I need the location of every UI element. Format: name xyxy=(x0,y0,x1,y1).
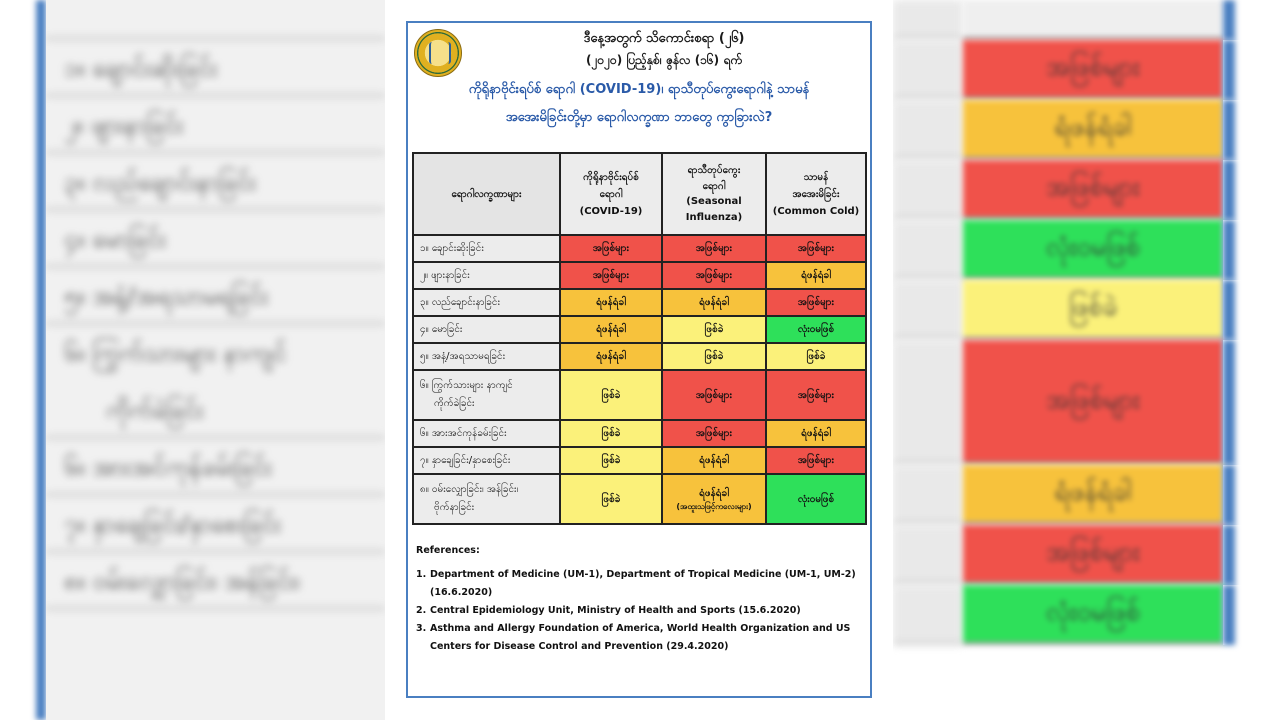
column-header-flu: ရာသီတုပ်ကွေး ရောဂါ (Seasonal Influenza) xyxy=(662,153,766,235)
covid-cell: ဖြစ်ခဲ xyxy=(560,474,662,524)
flu-cell: အဖြစ်များ xyxy=(662,262,766,289)
page-title-line-2: အအေးမိခြင်းတို့မှာ ရောဂါလက္ခဏာ ဘာတွေ ကွာခြားလဲ? xyxy=(505,110,773,125)
cold-cell: လုံးဝမဖြစ် xyxy=(766,474,866,524)
blur-row: ဖြစ်ခဲ xyxy=(893,280,1280,340)
reference-item: 2. Central Epidemiology Unit, Ministry of Health and Sports (15.6.2020) xyxy=(416,605,801,616)
reference-item: 3. Asthma and Allergy Foundation of America, World Health Organization and US Centers for Disease Control and Prevention (29.4.2020) xyxy=(416,623,851,652)
reference-item: 1. Department of Medicine (UM-1), Department of Tropical Medicine (UM-1, UM-2) (16.6.2020) xyxy=(416,569,856,598)
symptom-cell: ၃။ လည်ချောင်းနာခြင်း xyxy=(413,289,560,316)
ministry-logo xyxy=(414,29,462,77)
flu-cell: ရံဖန်ရံခါ xyxy=(662,289,766,316)
covid-cell: အဖြစ်များ xyxy=(560,262,662,289)
symptom-cell: ၂။ ဖျားနာခြင်း xyxy=(413,262,560,289)
covid-cell: ရံဖန်ရံခါ xyxy=(560,316,662,343)
flu-cell: ရံဖန်ရံခါ xyxy=(662,447,766,474)
table-row xyxy=(413,343,866,370)
caduceus-icon xyxy=(429,42,451,64)
blur-row: ၆။ အားအင်ကုန်ခမ်းခြင်း xyxy=(46,439,385,496)
symptom-cell: ၆။ ကြွက်သားများ နာကျင် ကိုက်ခဲခြင်း xyxy=(413,370,560,420)
column-header-covid: ကိုရိုနာဗိုင်းရပ်စ် ရောဂါ (COVID-19) xyxy=(560,153,662,235)
covid-cell: ရံဖန်ရံခါ xyxy=(560,289,662,316)
series-heading: ဒီနေ့အတွက် သိကောင်းစရာ (၂၆) xyxy=(583,31,745,46)
column-header-symptoms: ရောဂါလက္ခဏာများ xyxy=(413,153,560,235)
symptom-cell: ၈။ ဝမ်းလျှောခြင်း၊ အန်ခြင်း၊ ဗိုက်နာခြင်း xyxy=(413,474,560,524)
blur-row: အဖြစ်များ xyxy=(893,340,1280,465)
cold-cell: အဖြစ်များ xyxy=(766,370,866,420)
flu-cell: ရံဖန်ရံခါ (အထူးသဖြင့်ကလေးများ) xyxy=(662,474,766,524)
flu-cell: ဖြစ်ခဲ xyxy=(662,316,766,343)
references-title: References: xyxy=(416,545,480,556)
cold-cell: ရံဖန်ရံခါ xyxy=(766,262,866,289)
cold-cell: ရံဖန်ရံခါ xyxy=(766,420,866,447)
background-blurred-left-column xyxy=(46,0,385,720)
table-row xyxy=(413,447,866,474)
blur-row: ၂။ ဖျားနာခြင်း xyxy=(46,97,385,154)
blur-row xyxy=(46,0,385,40)
table-row xyxy=(413,262,866,289)
symptom-cell: ၆။ အားအင်ကုန်ခမ်းခြင်း xyxy=(413,420,560,447)
flu-cell: အဖြစ်များ xyxy=(662,370,766,420)
references-section xyxy=(416,545,862,656)
cold-cell: အဖြစ်များ xyxy=(766,447,866,474)
table-row xyxy=(413,289,866,316)
cold-cell: ဖြစ်ခဲ xyxy=(766,343,866,370)
covid-cell: ရံဖန်ရံခါ xyxy=(560,343,662,370)
cold-cell: လုံးဝမဖြစ် xyxy=(766,316,866,343)
table-row xyxy=(413,316,866,343)
blur-row: ၇။ နှာချေခြင်း/နှာစေးခြင်း xyxy=(46,496,385,553)
symptom-cell: ၅။ အနံ့/အရသာမရခြင်း xyxy=(413,343,560,370)
blur-row: ၈။ ဝမ်းလျှောခြင်း၊ အန်ခြင်း၊ xyxy=(46,553,385,610)
blur-row: ၄။ မောခြင်း xyxy=(46,211,385,268)
blur-row: ၁။ ချောင်းဆိုးခြင်း xyxy=(46,40,385,97)
column-header-cold: သာမန် အအေးမိခြင်း (Common Cold) xyxy=(766,153,866,235)
blur-row xyxy=(893,0,1280,40)
table-row xyxy=(413,420,866,447)
blur-row: ၅။ အနံ့/အရသာမရခြင်း xyxy=(46,268,385,325)
symptom-comparison-table xyxy=(412,152,867,525)
symptom-cell: ၇။ နှာချေခြင်း/နှာစေးခြင်း xyxy=(413,447,560,474)
symptom-cell: ၁။ ချောင်းဆိုးခြင်း xyxy=(413,235,560,262)
blur-row: ၆။ ကြွက်သားများ နာကျင် xyxy=(64,339,287,367)
date-line: (၂၀၂၀) ပြည့်နှစ်၊ ဇွန်လ (၁၆) ရက် xyxy=(586,53,742,67)
cold-cell: အဖြစ်များ xyxy=(766,289,866,316)
blur-row: လုံးဝမဖြစ် xyxy=(893,585,1280,645)
background-blurred-right-column xyxy=(893,0,1280,720)
blur-row: ရံဖန်ရံခါ xyxy=(893,465,1280,525)
blur-row: ကိုက်ခဲခြင်း xyxy=(46,382,385,439)
infographic-card xyxy=(406,21,872,698)
flu-cell-note: (အထူးသဖြင့်ကလေးများ) xyxy=(676,501,752,511)
document-page xyxy=(385,0,893,720)
covid-cell: ဖြစ်ခဲ xyxy=(560,420,662,447)
flu-cell: ဖြစ်ခဲ xyxy=(662,343,766,370)
blur-row: ရံဖန်ရံခါ xyxy=(893,100,1280,160)
blur-row: အဖြစ်များ xyxy=(893,40,1280,100)
background-frame-left xyxy=(36,0,46,720)
blur-row: အဖြစ်များ xyxy=(893,160,1280,220)
page-title-line-1: ကိုရိုနာဗိုင်းရပ်စ် ရောဂါ (COVID-19)၊ ရာသီတုပ်ကွေးရောဂါနဲ့ သာမန် xyxy=(468,82,810,97)
table-row xyxy=(413,474,866,524)
blur-row: လုံးဝမဖြစ် xyxy=(893,220,1280,280)
flu-cell: အဖြစ်များ xyxy=(662,420,766,447)
blur-row: ၃။ လည်ချောင်းနာခြင်း xyxy=(46,154,385,211)
blur-row: အဖြစ်များ xyxy=(893,525,1280,585)
symptom-cell: ၄။ မောခြင်း xyxy=(413,316,560,343)
covid-cell: အဖြစ်များ xyxy=(560,235,662,262)
table-row xyxy=(413,370,866,420)
table-header-row xyxy=(413,153,866,235)
cold-cell: အဖြစ်များ xyxy=(766,235,866,262)
flu-cell: အဖြစ်များ xyxy=(662,235,766,262)
covid-cell: ဖြစ်ခဲ xyxy=(560,447,662,474)
covid-cell: ဖြစ်ခဲ xyxy=(560,370,662,420)
table-row xyxy=(413,235,866,262)
